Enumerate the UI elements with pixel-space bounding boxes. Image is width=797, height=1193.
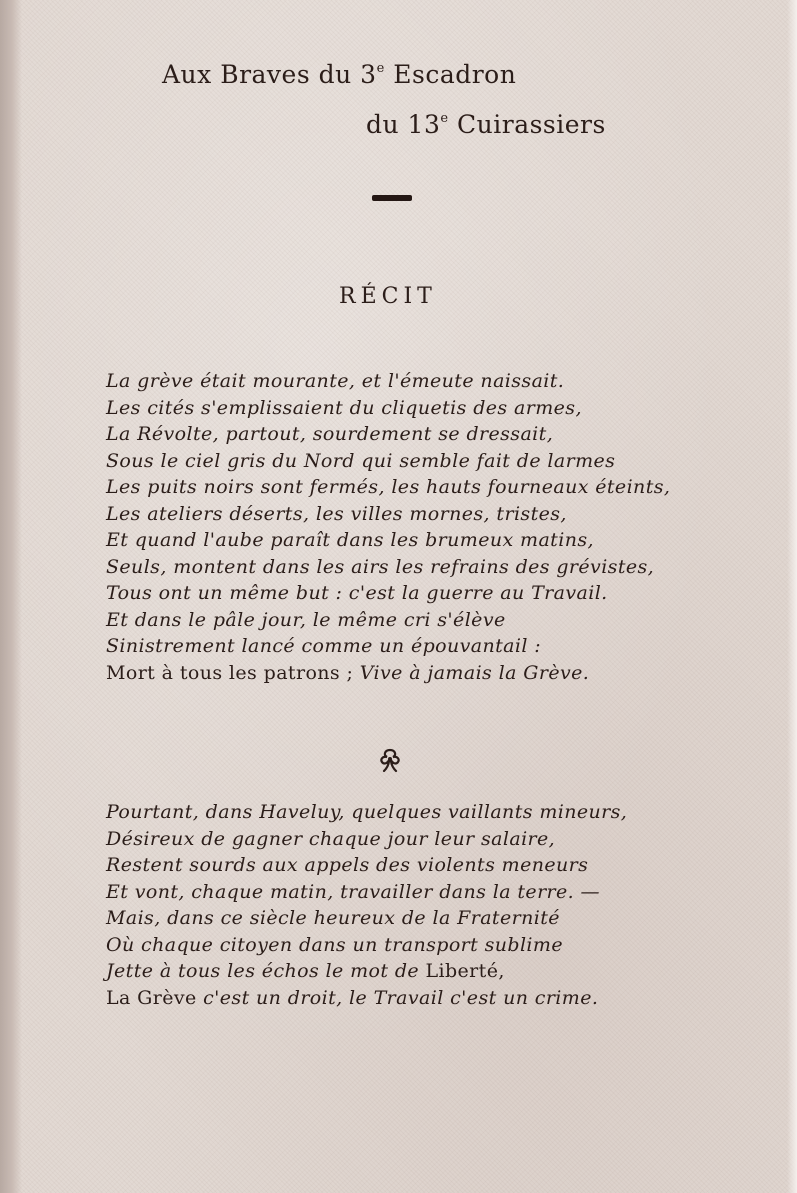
stanza-2 xyxy=(106,799,627,1011)
verse-line: Les ateliers déserts, les villes mornes, tristes, xyxy=(106,502,567,525)
dedication-line-2-ordinal: e xyxy=(440,111,449,126)
verse-line-upright-part: La Grève xyxy=(106,986,197,1009)
verse-line-upright-part: Mort à tous les patrons ; xyxy=(106,661,354,684)
verse-line: Et dans le pâle jour, le même cri s'élève xyxy=(106,608,506,631)
verse-line: Les cités s'emplissaient du cliquetis des armes, xyxy=(106,396,582,419)
dedication-line-2-text: du 13 xyxy=(366,110,441,139)
dedication-line-2-rest: Cuirassiers xyxy=(448,110,606,139)
verse-line-italic-part: Jette à tous les échos le mot de xyxy=(106,960,426,982)
verse-line: La grève était mourante, et l'émeute naissait. xyxy=(106,370,565,392)
verse-line-italic-part: Vive à jamais la Grève. xyxy=(353,661,590,684)
verse-line: Et vont, chaque matin, travailler dans la terre. — xyxy=(106,880,600,903)
stanza-1 xyxy=(106,368,670,686)
dedication-line-2 xyxy=(366,110,606,139)
verse-line xyxy=(106,958,627,985)
paper-left-edge-shadow xyxy=(0,0,22,1193)
verse-line: La Révolte, partout, sourdement se dressait, xyxy=(106,423,554,445)
verse-line: Sous le ciel gris du Nord qui semble fait de larmes xyxy=(106,449,616,472)
verse-line: Désireux de gagner chaque jour leur salaire, xyxy=(106,827,556,850)
verse-line: Sinistrement lancé comme un épouvantail : xyxy=(106,635,542,657)
verse-line: Et quand l'aube paraît dans les brumeux matins, xyxy=(106,529,594,551)
verse-line: Tous ont un même but : c'est la guerre au Travail. xyxy=(106,582,608,604)
verse-line-upright-part: Liberté, xyxy=(425,960,505,982)
verse-line-italic-part: c'est un droit, le Travail c'est un crime. xyxy=(196,986,599,1009)
verse-line: Pourtant, dans Haveluy, quelques vaillants mineurs, xyxy=(106,801,628,823)
verse-line: Où chaque citoyen dans un transport sublime xyxy=(106,933,563,956)
dedication-line-1-text: Aux Braves du 3 xyxy=(162,60,377,89)
verse-line: Seuls, montent dans les airs les refrains des grévistes, xyxy=(106,555,655,578)
fleuron-icon xyxy=(375,746,405,776)
verse-line: Les puits noirs sont fermés, les hauts fourneaux éteints, xyxy=(106,476,671,498)
title-divider-rule xyxy=(372,195,412,201)
paper-right-edge-highlight xyxy=(787,0,797,1193)
verse-line xyxy=(106,660,670,687)
verse-line: Restent sourds aux appels des violents meneurs xyxy=(106,854,589,876)
dedication-line-1 xyxy=(162,60,516,89)
verse-line xyxy=(106,985,627,1012)
poem-title: RÉCIT xyxy=(339,284,437,309)
dedication-line-1-rest: Escadron xyxy=(384,60,517,89)
verse-line: Mais, dans ce siècle heureux de la Fraternité xyxy=(106,907,560,929)
dedication-line-1-ordinal: e xyxy=(376,61,385,76)
